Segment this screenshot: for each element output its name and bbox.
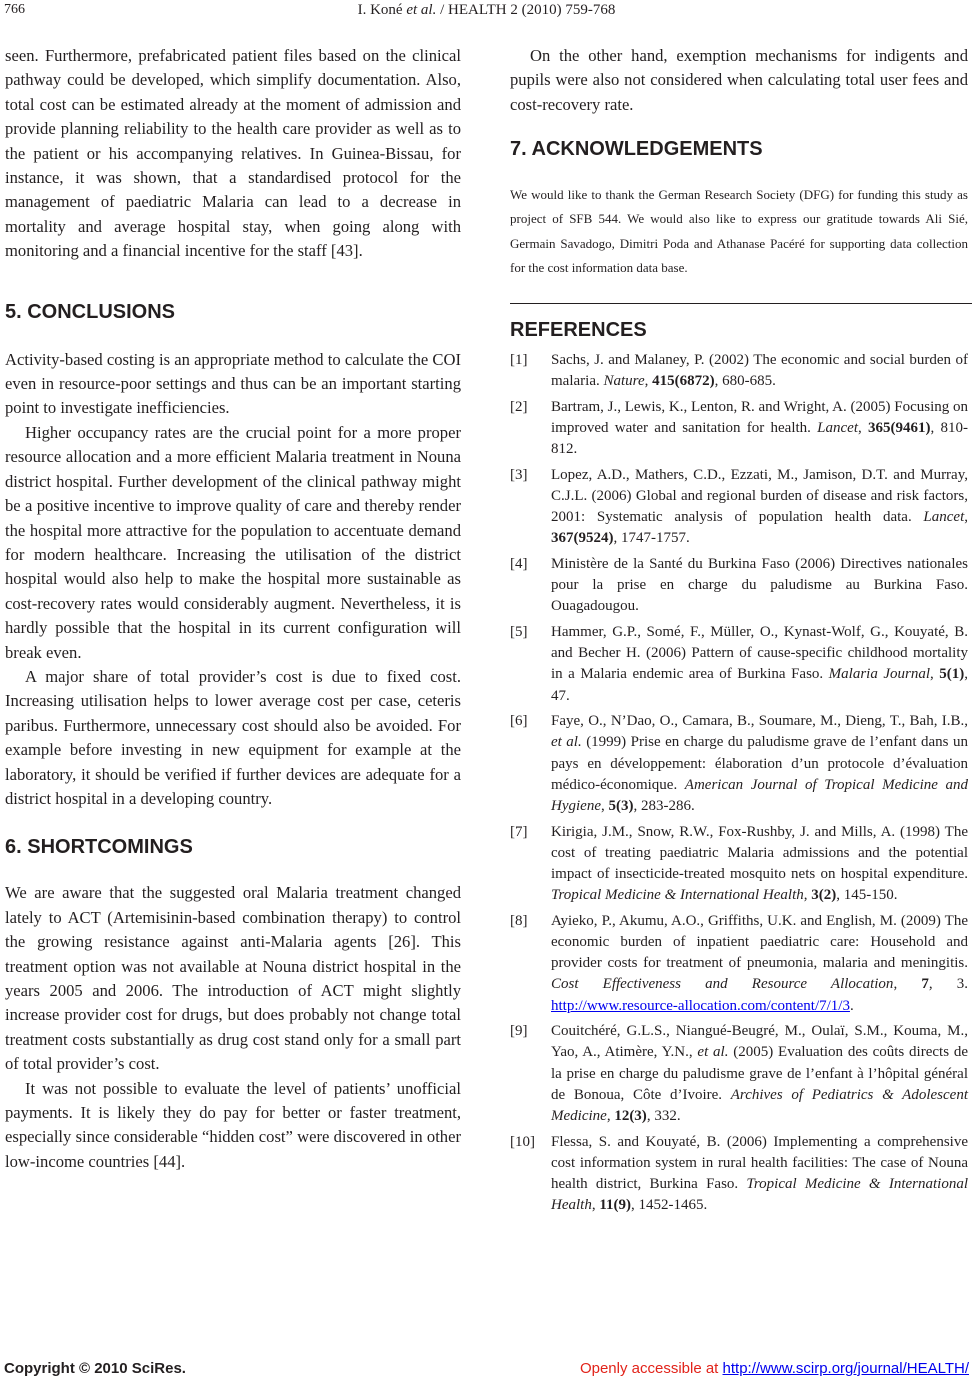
right-column [510, 44, 968, 1221]
reference-separator: , [964, 509, 968, 526]
reference-journal: Malaria Journal [828, 666, 930, 683]
reference-item [510, 465, 968, 550]
reference-separator: , [644, 373, 653, 390]
reference-journal: Nature [603, 373, 645, 390]
reference-number: [8] [510, 912, 528, 929]
reference-separator: , [893, 976, 922, 993]
reference-pages: , 1747-1757. [613, 530, 690, 547]
reference-volume: 11(9) [599, 1197, 631, 1214]
reference-journal: Lancet [923, 509, 965, 526]
reference-number: [10] [510, 1133, 535, 1150]
page-number: 766 [4, 2, 25, 17]
reference-pages: , 1452-1465. [631, 1197, 708, 1214]
reference-number: [3] [510, 466, 528, 483]
reference-text: (2005) Evaluation des coûts directs de la prise en charge du paludisme grave de l’enfant à l’hôpital général de Bonoua, Côte d’Ivoire. [551, 1044, 968, 1103]
reference-volume: 5(3) [608, 798, 634, 815]
section-divider [510, 303, 972, 304]
left-column [5, 44, 461, 1174]
reference-number: [6] [510, 713, 528, 730]
reference-item [510, 350, 968, 392]
journal-link[interactable]: http://www.scirp.org/journal/HEALTH/ [722, 1360, 969, 1377]
reference-text: Flessa, S. and Kouyaté, B. (2006) Implementing a comprehensive cost information system in rural health facilities: The case of Nouna health district, Burkina Faso. [551, 1133, 968, 1193]
reference-volume: 7 [921, 976, 929, 993]
reference-pages: , 810-812. [551, 420, 968, 458]
reference-journal: American Journal of Tropical Medicine and Hygiene [551, 776, 968, 815]
reference-separator: , [591, 1197, 600, 1214]
reference-volume: 5(1) [939, 666, 965, 683]
reference-separator: , [606, 1108, 615, 1125]
reference-separator: , [930, 666, 940, 683]
reference-pages: , 283-286. [633, 798, 695, 815]
open-access-notice [580, 1360, 969, 1377]
reference-text: Faye, O., N’Dao, O., Camara, B., Soumare, M., Dieng, T., Bah, I.B., [551, 713, 968, 730]
conclusions-paragraph: Activity-based costing is an appropriate method to calculate the COI even in resource-poor settings and thus can be an important starting point to investigate inefficiencies. [5, 349, 461, 418]
reference-number: [7] [510, 823, 528, 840]
reference-journal: Cost Effectiveness and Resource Allocation [551, 976, 894, 993]
section-heading-references: REFERENCES [510, 319, 647, 342]
reference-item [510, 1132, 968, 1217]
reference-text: Lopez, A.D., Mathers, C.D., Ezzati, M., Jamison, D.T. and Murray, C.J.L. (2006) Global and regional burden of disease and risk factors, 2001: Systematic analysis of population health data. [551, 466, 968, 526]
reference-volume: 415(6872) [652, 373, 715, 390]
reference-item [510, 822, 968, 907]
reference-number: [4] [510, 556, 528, 573]
running-head: I. Koné et al. / HEALTH 2 (2010) 759-768 [357, 2, 616, 18]
section-heading-shortcomings: 6. SHORTCOMINGS [5, 836, 193, 859]
shortcomings-paragraph: We are aware that the suggested oral Malaria treatment changed lately to ACT (Artemisinin-based combination therapy) to control the growing resistance against anti-Malaria agents [26]. This treatment option was not available at Nouna district hospital in the years 2005 and 2006. The introduction of ACT might slightly increase provider cost for drugs, but does probably not change total treatment costs substantially as drug cost stand only for a small part of total provider’s cost. [5, 883, 461, 1074]
reference-journal: Archives of Pediatrics & Adolescent Medicine [551, 1086, 968, 1125]
reference-volume: 367(9524) [551, 530, 614, 547]
reference-item [510, 911, 968, 1017]
reference-separator: , [803, 887, 812, 904]
conclusions-paragraph: Higher occupancy rates are the crucial point for a more proper resource allocation and a more efficient Malaria treatment in Nouna district hospital. Further development of the clinical pathway might be a positive incentive to improve quality of care and thereby render the hospital more attractive for the population to accentuate demand for modern healthcare. Increasing the utilisation of the district hospital would also help to make the hospital more sustainable as cost-recovery rates would considerably augment. Nevertheless, it is hardly possible that the hospital in its current configuration will break even. [5, 422, 461, 662]
open-access-label: Openly accessible at [579, 1360, 723, 1377]
reference-text: . [849, 997, 854, 1014]
reference-list [510, 350, 968, 1216]
reference-text: Sachs, J. and Malaney, P. (2002) The economic and social burden of malaria. [551, 352, 968, 390]
reference-text: Ayieko, P., Akumu, A.O., Griffiths, U.K. and English, M. (2009) The economic burden of inpatient paediatric care: Household and provider costs for treatment of pneumonia, malaria and meningitis. [551, 912, 968, 972]
reference-journal: Lancet [817, 420, 858, 437]
reference-text: Ministère de la Santé du Burkina Faso (2006) Directives nationales pour la prise en charge du paludisme au Burkina Faso. Ouagadougou. [551, 556, 968, 615]
reference-volume: 365(9461) [868, 420, 931, 437]
reference-journal: Tropical Medicine & International Health [551, 887, 804, 904]
reference-number: [1] [510, 352, 528, 369]
intro-paragraph: On the other hand, exemption mechanisms for indigents and pupils were also not considered when calculating total user fees and cost-recovery rate. [510, 46, 968, 114]
reference-separator: , [600, 798, 609, 815]
section-heading-conclusions: 5. CONCLUSIONS [5, 300, 176, 323]
shortcomings-paragraph: It was not possible to evaluate the level of patients’ unofficial payments. It is likely they do pay for better or faster treatment, especially since considerable “hidden cost” were discovered in other low-income countries [44]. [5, 1078, 461, 1171]
reference-item [510, 397, 968, 461]
reference-link[interactable]: http://www.resource-allocation.com/content/7/1/3 [551, 997, 850, 1014]
reference-volume: 12(3) [614, 1108, 647, 1125]
reference-separator: , [858, 420, 868, 437]
reference-pages: , 332. [646, 1108, 681, 1125]
reference-pages: , 680-685. [714, 373, 776, 390]
reference-text: Couitchéré, G.L.S., Niangué-Beugré, M., Oulaï, S.M., Kouma, M., Yao, A., Atimère, Y.N., [551, 1023, 968, 1061]
reference-item [510, 711, 968, 817]
reference-number: [9] [510, 1023, 528, 1040]
reference-text: (1999) Prise en charge du paludisme grave de l’enfant dans un pays en développement: élaboration d’un protocole d’évaluation médico-économique. [551, 734, 968, 793]
acknowledgements-text: We would like to thank the German Research Society (DFG) for funding this study as project of SFB 544. We would also like to express our gratitude towards Ali Sié, Germain Savadogo, Dimitri Poda and Athanase Pacéré for supporting data collection for the cost information data base. [510, 187, 968, 275]
reference-journal: Tropical Medicine & International Health [551, 1176, 968, 1214]
reference-number: [5] [510, 624, 528, 641]
reference-et-al: et al. [551, 734, 582, 751]
copyright-notice: Copyright © 2010 SciRes. [4, 1360, 186, 1377]
intro-paragraph: seen. Furthermore, prefabricated patient files based on the clinical pathway could be developed, which simplify documentation. Also, total cost can be estimated already at the moment of admission and provide planning reliability to the health care provider as well as to the patient or his accompanying relatives. In Guinea-Bissau, for instance, it was shown, that a standardised protocol for the management of paediatric Malaria can lead to a decrease in mortality and average hospital stay, when going along with monitoring and a financial incentive for the staff [43]. [5, 46, 461, 261]
reference-text: Kirigia, J.M., Snow, R.W., Fox-Rushby, J. and Mills, A. (1998) The cost of treating paediatric Malaria admissions and the potential impact of insecticide-treated mosquito nets on hospital expenditure. [551, 823, 968, 883]
reference-text: Hammer, G.P., Somé, F., Müller, O., Kynast-Wolf, G., Kouyaté, B. and Becher H. (2006) Pattern of cause-specific childhood mortality in a Malaria endemic area of Burkina Faso. [551, 624, 968, 683]
reference-item [510, 622, 968, 707]
reference-et-al: et al. [697, 1044, 729, 1061]
reference-item [510, 1021, 968, 1127]
reference-pages: , 145-150. [836, 887, 898, 904]
reference-text: Bartram, J., Lewis, K., Lenton, R. and Wright, A. (2005) Focusing on improved water and sanitation for health. [551, 398, 968, 437]
conclusions-paragraph: A major share of total provider’s cost is due to fixed cost. Increasing utilisation helps to lower average cost per case, ceteris paribus. Furthermore, unnecessary cost should also be avoided. For example before investing in new equipment for example at the laboratory, it should be verified if further devices are adequate for a district hospital in a developing country. [5, 666, 461, 808]
reference-item [510, 554, 968, 618]
reference-pages: , 3. [928, 976, 969, 993]
reference-pages: , 47. [551, 666, 968, 704]
section-heading-acknowledgements: 7. ACKNOWLEDGEMENTS [510, 138, 763, 161]
reference-volume: 3(2) [811, 887, 837, 904]
reference-number: [2] [510, 398, 528, 415]
